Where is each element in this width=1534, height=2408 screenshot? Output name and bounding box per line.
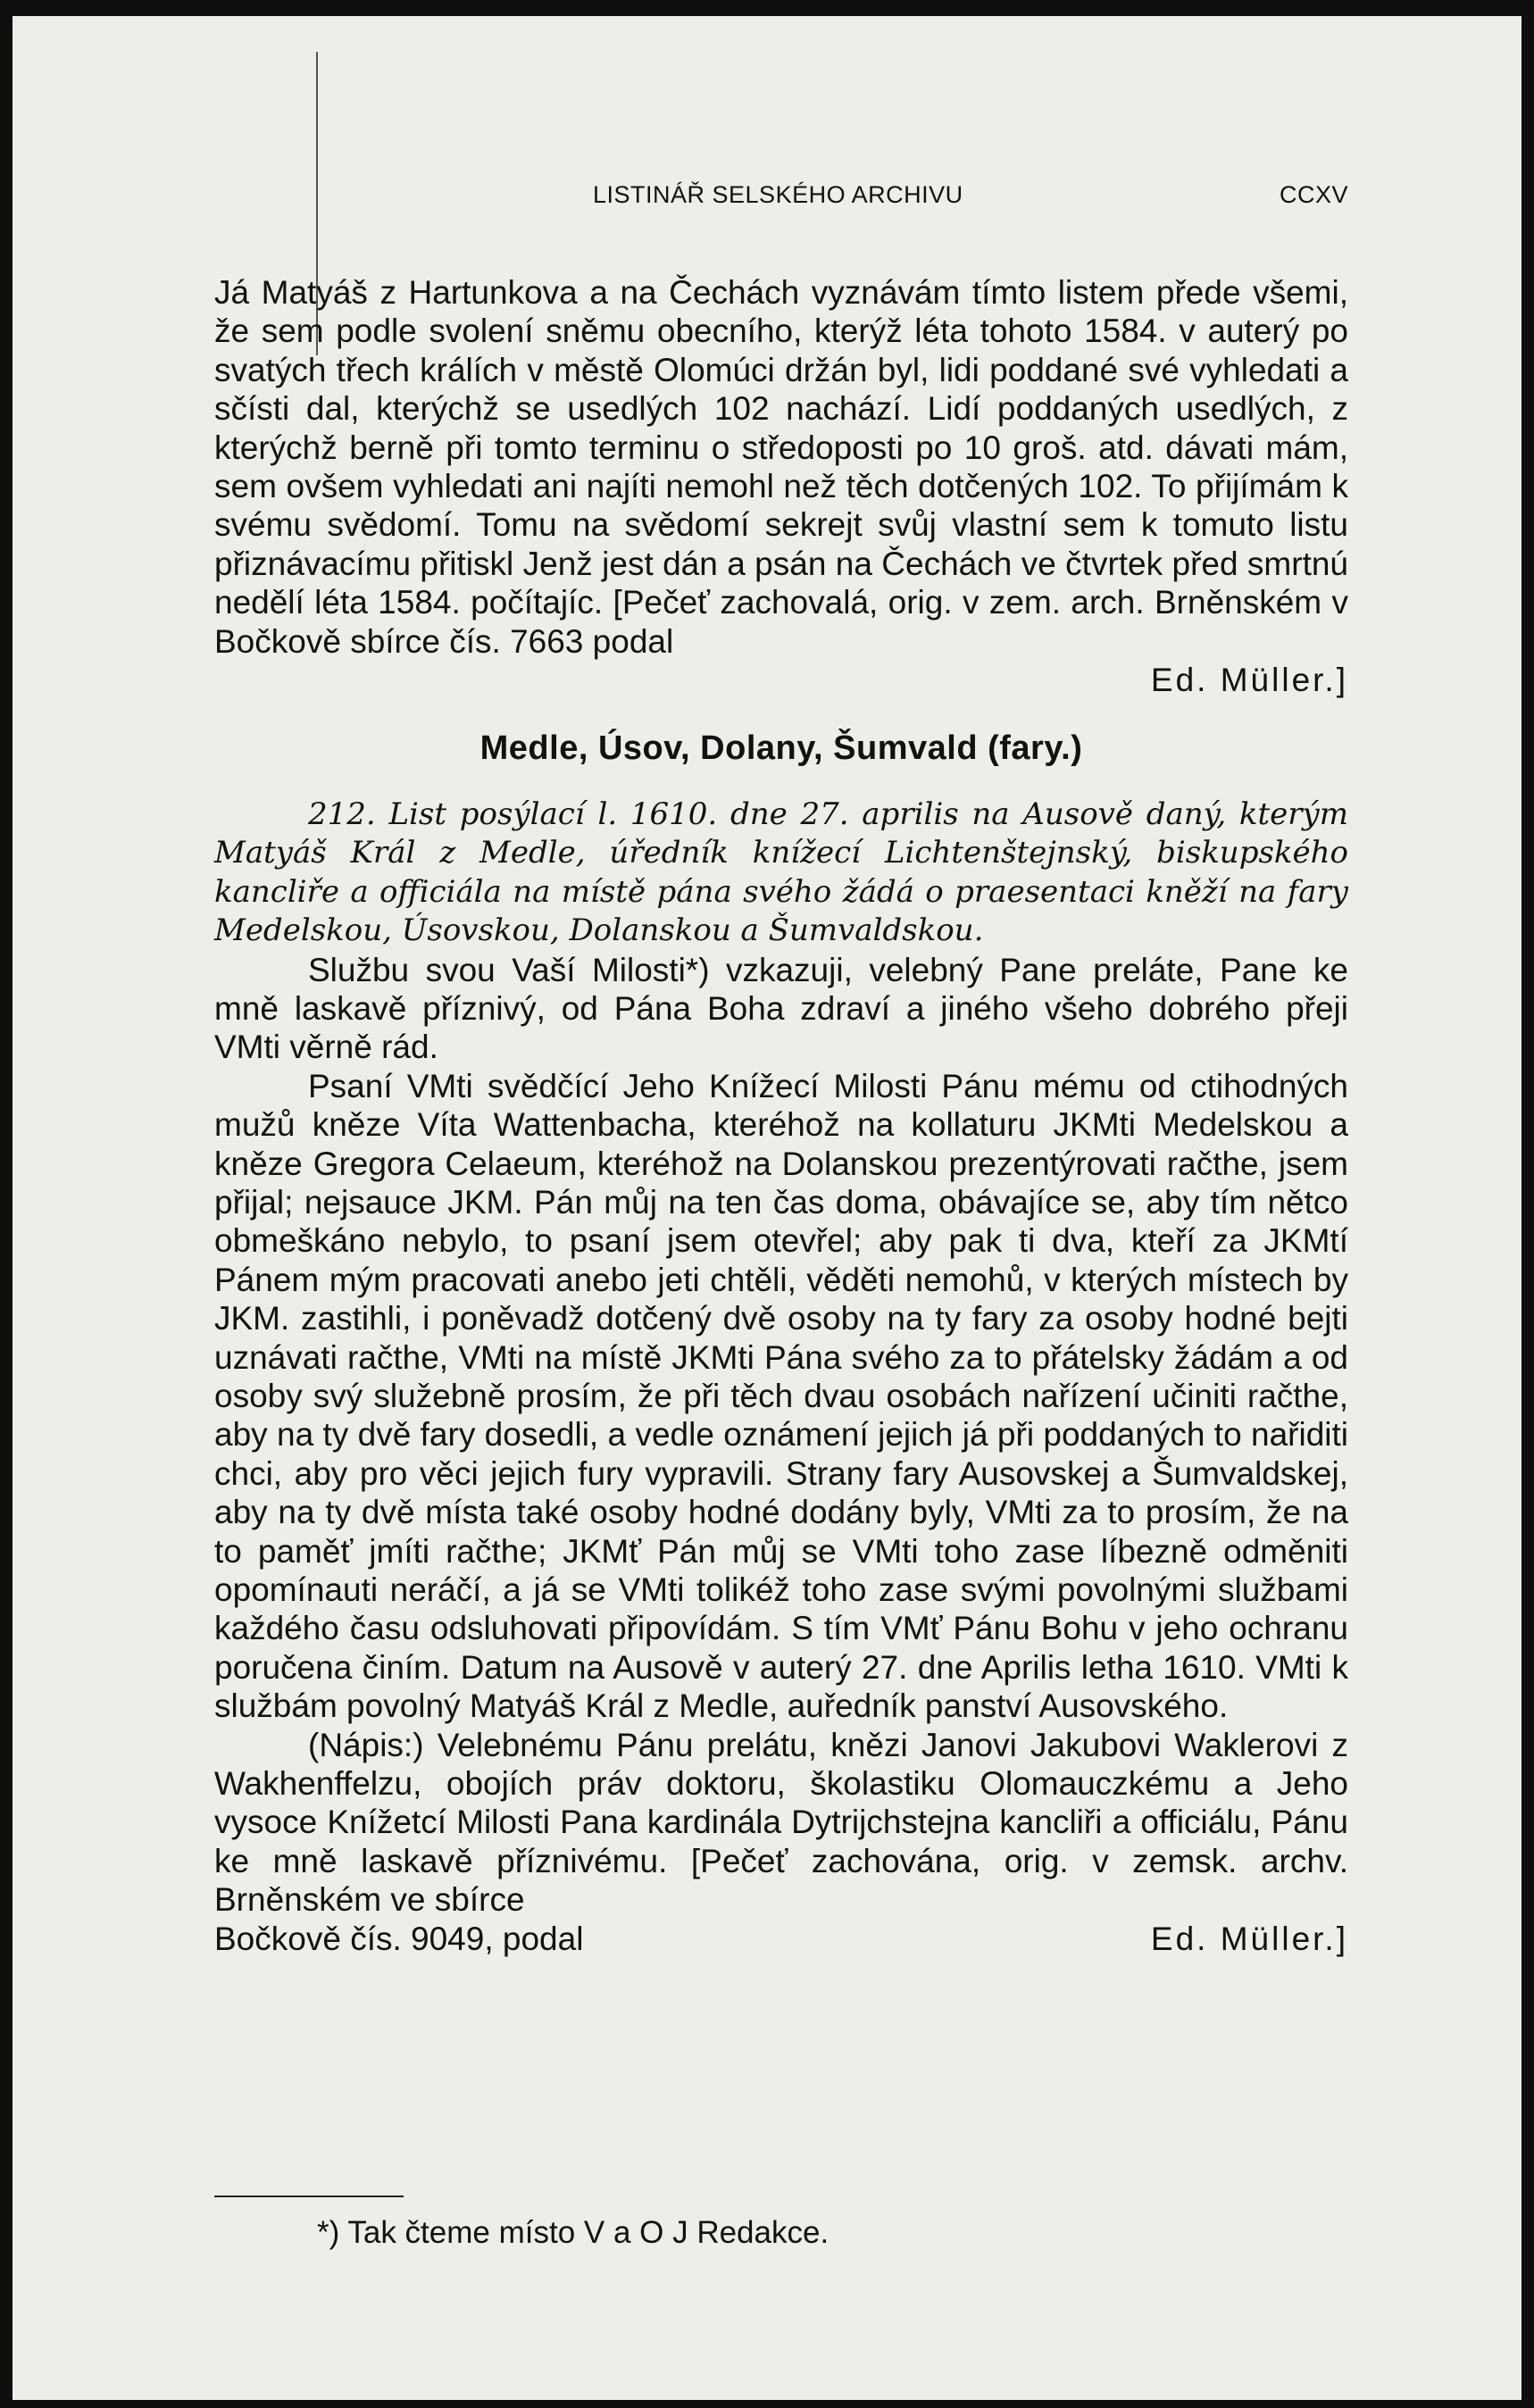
footnote-divider [214, 2196, 404, 2197]
section-title: Medle, Úsov, Dolany, Šumvald (fary.) [479, 729, 1083, 768]
paragraph-address: (Nápis:) Velebnému Pánu prelátu, knězi Janovi Jakubovi Waklerovi z Wakhenffelzu, obojích práv doktoru, školastiku Olomauczkému a Jeho vysoce Knížetcí Milosti Pana kardinála Dytrijchstejna kancliři a officiálu, Pánu ke mně laskavě příznivému. [Pečeť zachována, orig. v zemsk. archv. Brněnském ve sbírce [214, 1726, 1348, 1919]
paragraph-declaration: Já Matyáš z Hartunkova a na Čechách vyznávám tímto listem přede všemi, že sem podle svolení sněmu obecního, kterýž léta tohoto 1584. v auterý po svatých třech králích v městě Olomúci držán byl, lidi poddané své vyhledati a sčísti dal, kterýchž se usedlých 102 nachází. Lidí poddaných usedlých, z kterýchž berně při tomto terminu o středoposti po 10 groš. atd. dávati mám, sem ovšem vyhledati ani najíti nemohl než těch dotčených 102. To přijímám k svému svědomí. Tomu na svědomí sekrejt svůj vlastní sem k tomuto listu přiznávacímu přitiskl Jenž jest dán a psán na Čechách ve čtvrtek před smrtnú nedělí léta 1584. počítajíc. [Pečeť zachovalá, orig. v zem. arch. Brněnském v Bočkově sbírce čís. 7663 podal [214, 274, 1348, 660]
letter-heading: 212. List posýlací l. 1610. dne 27. aprilis na Ausově daný, kterým Matyáš Král z Medle, úředník knížecí Lichtenštejnský, biskupského kancliře a officiála na místě pána svého žádá o praesentaci kněží na fary Medelskou, Úsovskou, Dolanskou a Šumvaldskou. [214, 796, 1348, 949]
paragraph-greeting: Službu svou Vaší Milosti*) vzkazuji, velebný Pane preláte, Pane ke mně laskavě příznivý, od Pána Boha zdraví a jiného všeho dobrého přeji VMti věrně rád. [214, 951, 1348, 1066]
footnote: *) Tak čteme místo V a O J Redakce. [317, 2215, 830, 2250]
paragraph-letter-body: Psaní VMti svědčící Jeho Knížecí Milosti Pánu mému od ctihodných mužů kněze Víta Wattenbacha, kteréhož na kollaturu JKMti Medelskou a kněze Gregora Celaeum, kteréhož na Dolanskou prezentýrovati račthe, jsem přijal; nejsauce JKM. Pán můj na ten čas doma, obávajíce se, aby tím nětco obmeškáno nebylo, to psaní jsem otevřel; aby pak ti dva, kteří za JKMtí Pánem mým pracovati anebo jeti chtěli, věděti nemohů, v kterých místech by JKM. zastihli, i poněvadž dotčený dvě osoby na ty fary za osoby hodné bejti uznávati račthe, VMti na místě JKMti Pána svého za to přátelsky žádám a od osoby svý služebně prosím, že při těch dvau osobách nařízení učiniti račthe, aby na ty dvě fary dosedli, a vedle oznámení jejich já při poddaných to nařiditi chci, aby pro věci jejich fury vypravili. Strany fary Ausovskej a Šumvaldskej, aby na ty dvě místa také osoby hodné dodány byly, VMti za to prosím, že na to paměť jmíti račthe; JKMť Pán můj se VMti toho zase líbezně odměniti opomínauti neráčí, a já se VMti tolikéž toho zase svými povolnými službami každého času odsluhovati připovídám. S tím VMť Pánu Bohu v jeho ochranu poručena činím. Datum na Ausově v auterý 27. dne Aprilis letha 1610. VMti k službám povolný Matyáš Král z Medle, auředník panství Ausovského. [214, 1067, 1348, 1725]
closing-line [214, 1920, 1348, 1958]
signature-editor-1: Ed. Müller.] [1150, 662, 1348, 699]
running-title: LISTINÁŘ SELSKÉHO ARCHIVU [593, 181, 963, 208]
document-page [13, 16, 1521, 2400]
closing-source: Bočkově čís. 9049, podal [214, 1920, 584, 1957]
body-text [214, 273, 1348, 1958]
signature-editor-2: Ed. Müller.] [1150, 1920, 1348, 1957]
page-number: CCXV [1279, 181, 1348, 208]
